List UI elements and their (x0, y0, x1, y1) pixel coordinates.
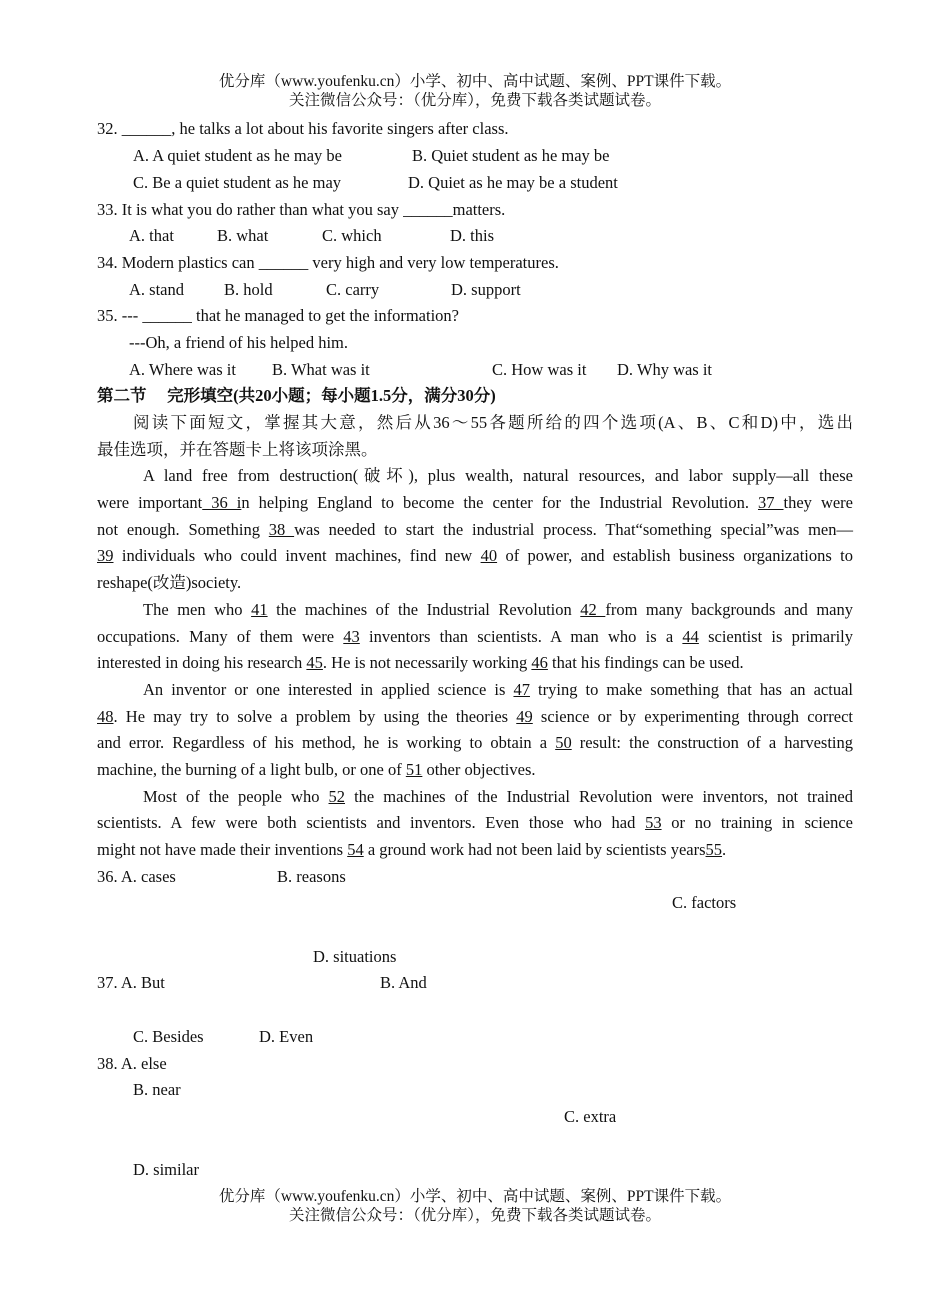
question-35-option-c: C. How was it (492, 360, 587, 379)
option-36-d: D. situations (313, 947, 397, 966)
blank-51: 51 (405, 760, 423, 779)
blank-53: 53 (645, 813, 662, 832)
header-line-2: 关注微信公众号：（优分库），免费下载各类试题试卷。 (288, 92, 661, 109)
blank-37: 37 (757, 493, 784, 512)
blank-36: 36 i (202, 493, 242, 512)
passage-p1-line-3: not enough. Something 38 was needed to start the industrial process. That“something special”was men— (97, 520, 853, 539)
blank-54: 54 (347, 840, 364, 859)
question-32-option-b: B. Quiet student as he may be (412, 146, 610, 165)
question-35-reply: ---Oh, a friend of his helped him. (129, 333, 349, 352)
option-38-c: C. extra (564, 1107, 617, 1126)
blank-55: 55 (705, 840, 723, 859)
section-2-title: 第二节 完形填空(共20小题；每小题1.5分，满分30分) (97, 386, 496, 405)
option-38-a: 38. A. else (97, 1054, 167, 1073)
blank-46: 46 (531, 653, 548, 672)
blank-41: 41 (251, 600, 268, 619)
header-line-1: 优分库（www.youfenku.cn）小学、初中、高中试题、案例、PPT课件下载。 (218, 73, 732, 90)
option-38-b: B. near (133, 1080, 181, 1099)
blank-48: 48 (97, 707, 114, 726)
question-33-option-c: C. which (322, 226, 382, 245)
question-35-option-b: B. What was it (272, 360, 370, 379)
question-32-option-a: A. A quiet student as he may be (133, 146, 342, 165)
footer-line-1: 优分库（www.youfenku.cn）小学、初中、高中试题、案例、PPT课件下载。 (218, 1188, 732, 1205)
passage-p4-line-3: might not have made their inventions 54 a ground work had not been laid by scientists years55. (97, 840, 727, 859)
question-34-option-c: C. carry (326, 280, 380, 299)
blank-38: 38 (268, 520, 295, 539)
blank-39: 39 (97, 546, 114, 565)
option-37-c: C. Besides (133, 1027, 204, 1046)
blank-42: 42 (580, 600, 606, 619)
option-37-d: D. Even (259, 1027, 314, 1046)
passage-p2-line-3: interested in doing his research 45. He is not necessarily working 46 that his findings can be used. (97, 653, 744, 672)
option-37-a: 37. A. But (97, 973, 165, 992)
option-38-d: D. similar (133, 1160, 199, 1179)
passage-p4-line-1: Most of the people who 52 the machines of the Industrial Revolution were inventors, not trained (143, 787, 853, 806)
blank-45: 45 (306, 653, 323, 672)
passage-p1-line-1: A land free from destruction(破坏), plus wealth, natural resources, and labor supply—all these (143, 466, 853, 485)
blank-44: 44 (682, 627, 699, 646)
blank-47: 47 (513, 680, 530, 699)
question-33-option-a: A. that (129, 226, 174, 245)
passage-p1-line-2: were important 36 in helping England to become the center for the Industrial Revolution. 37 they were (97, 493, 853, 512)
question-34-option-d: D. support (451, 280, 521, 299)
question-34-stem: 34. Modern plastics can ______ very high and very low temperatures. (97, 253, 559, 272)
question-32-option-c: C. Be a quiet student as he may (133, 173, 342, 192)
question-35-option-d: D. Why was it (617, 360, 713, 379)
blank-40: 40 (480, 546, 498, 565)
passage-p3-line-3: and error. Regardless of his method, he is working to obtain a 50 result: the construction of a harvesting (97, 733, 853, 752)
question-35-stem: 35. --- ______ that he managed to get the information? (97, 306, 459, 325)
blank-43: 43 (343, 627, 360, 646)
passage-p3-line-1: An inventor or one interested in applied science is 47 trying to make something that has an actual (143, 680, 853, 699)
question-35-option-a: A. Where was it (129, 360, 236, 379)
footer-line-2: 关注微信公众号：（优分库），免费下载各类试题试卷。 (288, 1207, 661, 1224)
passage-p4-line-2: scientists. A few were both scientists and inventors. Even those who had 53 or no training in science (97, 813, 854, 832)
blank-50: 50 (555, 733, 572, 752)
passage-p1-line-5: reshape(改造)society. (97, 573, 242, 592)
question-33-option-b: B. what (217, 226, 269, 245)
blank-52: 52 (328, 787, 346, 806)
option-37-b: B. And (380, 973, 427, 992)
question-34-option-b: B. hold (224, 280, 273, 299)
question-32-option-d: D. Quiet as he may be a student (408, 173, 618, 192)
question-32-stem: 32. ______, he talks a lot about his favorite singers after class. (97, 119, 509, 138)
passage-p2-line-1: The men who 41 the machines of the Industrial Revolution 42 from many backgrounds and many (143, 600, 853, 619)
option-36-a: 36. A. cases (97, 867, 176, 886)
question-34-option-a: A. stand (129, 280, 184, 299)
section-2-instruction-2: 最佳选项，并在答题卡上将该项涂黑。 (97, 440, 378, 459)
passage-p1-line-4: 39 individuals who could invent machines, find new 40 of power, and establish business organizations to (97, 546, 853, 565)
question-33-stem: 33. It is what you do rather than what you say ______matters. (97, 200, 506, 219)
passage-p2-line-2: occupations. Many of them were 43 inventors than scientists. A man who is a 44 scientist is primarily (97, 627, 853, 646)
passage-p3-line-2: 48. He may try to solve a problem by using the theories 49 science or by experimenting through correct (97, 707, 854, 726)
option-36-c: C. factors (672, 893, 737, 912)
option-36-b: B. reasons (277, 867, 346, 886)
section-2-instruction-1: 阅读下面短文，掌握其大意，然后从36～55各题所给的四个选项(A、B、C和D)中，选出 (133, 413, 853, 432)
blank-49: 49 (516, 707, 533, 726)
question-33-option-d: D. this (450, 226, 495, 245)
passage-p3-line-4: machine, the burning of a light bulb, or one of 51 other objectives. (97, 760, 536, 779)
